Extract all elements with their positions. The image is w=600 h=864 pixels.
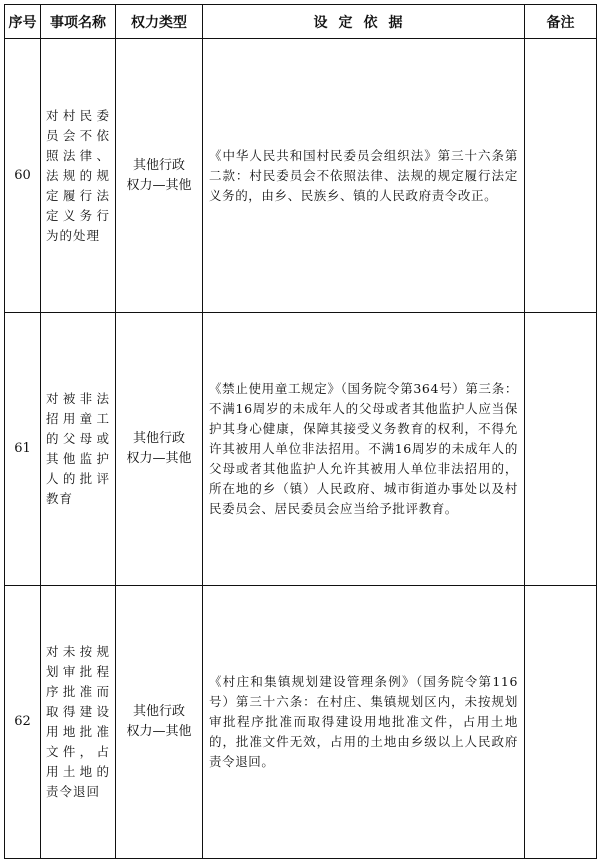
serial-number: 61 bbox=[5, 313, 41, 586]
power-type-line: 其他行政 bbox=[132, 704, 185, 719]
header-power-type: 权力类型 bbox=[116, 5, 203, 39]
item-name: 对被非法招用童工的父母或其他监护人的批评教育 bbox=[41, 313, 116, 586]
header-remarks: 备注 bbox=[525, 5, 597, 39]
header-legal-basis: 设定依据 bbox=[203, 5, 525, 39]
header-row bbox=[5, 5, 597, 39]
item-name: 对村民委员会不依照法律、法规的规定履行法定义务行为的处理 bbox=[41, 39, 116, 313]
power-type bbox=[116, 313, 203, 586]
header-serial-number: 序号 bbox=[5, 5, 41, 39]
remarks bbox=[525, 586, 597, 859]
remarks bbox=[525, 313, 597, 586]
power-type-line: 其他行政 bbox=[132, 157, 185, 173]
power-type-line: 其他行政 bbox=[132, 431, 185, 446]
power-type bbox=[116, 586, 203, 859]
serial-number: 62 bbox=[5, 586, 41, 859]
authority-list-table bbox=[4, 4, 597, 859]
table-row bbox=[5, 586, 597, 859]
header-item-name: 事项名称 bbox=[41, 5, 116, 39]
remarks bbox=[525, 39, 597, 313]
power-type-line: 权力—其他 bbox=[126, 177, 192, 193]
serial-number: 60 bbox=[5, 39, 41, 313]
legal-basis: 《村庄和集镇规划建设管理条例》（国务院令第116号）第三十六条：在村庄、集镇规划区内，未按规划审批程序批准而取得建设用地批准文件，占用土地的，批准文件无效，占用的土地由乡级以上人民政府责令退回。 bbox=[203, 586, 525, 859]
power-type bbox=[116, 39, 203, 313]
table-row bbox=[5, 313, 597, 586]
power-type-line: 权力—其他 bbox=[126, 724, 192, 739]
legal-basis: 《中华人民共和国村民委员会组织法》第三十六条第二款：村民委员会不依照法律、法规的规定履行法定义务的，由乡、民族乡、镇的人民政府责令改正。 bbox=[203, 39, 525, 313]
power-type-line: 权力—其他 bbox=[126, 451, 192, 466]
table-row bbox=[5, 39, 597, 313]
legal-basis: 《禁止使用童工规定》（国务院令第364号）第三条：不满16周岁的未成年人的父母或者其他监护人应当保护其身心健康，保障其接受义务教育的权利，不得允许其被用人单位非法招用。不满16周岁的未成年人的父母或者其他监护人允许其被用人单位非法招用的，所在地的乡（镇）人民政府、城市街道办事处以及村民委员会、居民委员会应当给予批评教育。 bbox=[203, 313, 525, 586]
item-name: 对未按规划审批程序批准而取得建设用地批准文件，占用土地的责令退回 bbox=[41, 586, 116, 859]
